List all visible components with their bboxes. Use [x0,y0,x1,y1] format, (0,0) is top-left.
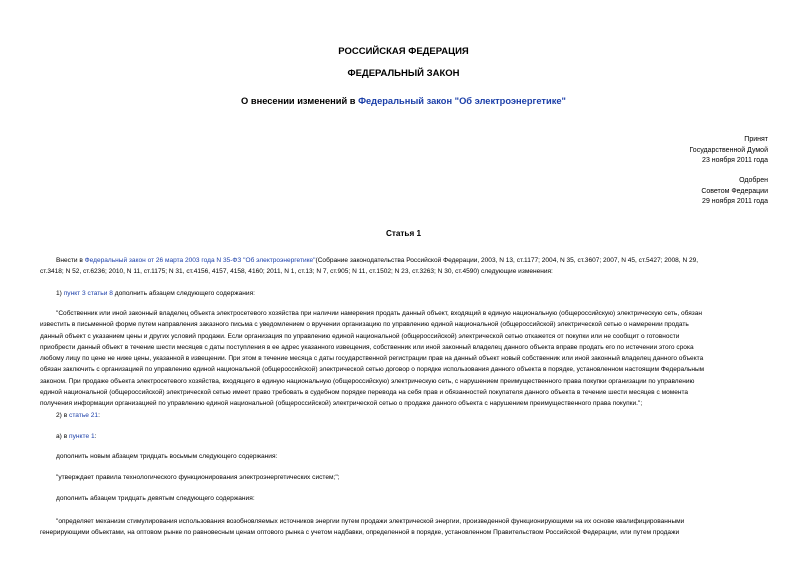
accepted-line: Государственной Думой [689,146,768,154]
law-title [0,96,807,106]
add-paragraph-38: дополнить новым абзацем тридцать восьмым следующего содержания: [56,453,278,460]
quote39-line: "определяет механизм стимулирования использования возобновляемых источников энергии путем продажи электрической энергии, произведенной функционирующими на их основе квалифицированными [56,518,685,525]
approved-line: Одобрен [739,177,768,184]
item-1: 1) пункт 3 статьи 8 дополнить абзацем следующего содержания: [56,290,255,297]
quote1-line: единой национальной (общероссийской) электрической сетью имеет право требовать в судебном порядке перевода на себя прав и обязанностей покупателя данного объекта в течение шести месяцев с момента [40,389,689,397]
item2-link[interactable]: статье 21 [69,412,99,419]
quote1-line: "Собственник или иной законный владелец объекта электросетевого хозяйства при наличии намерения продать данный объект, входящий в единую национальную (общероссийскую) электрическую сеть, обязан [56,310,703,317]
intro-law-link[interactable]: Федеральный закон от 26 марта 2003 года N 35-ФЗ "Об электроэнергетике" [84,257,316,264]
quote1-line: любому лицу по цене не ниже цены, указанной в извещении. При этом в течение месяца с даты государственной регистрации прав на данный объект новый собственник или иной законный владелец данного объекта [40,355,704,363]
quote1-line: получения информации организацией по управлению единой национальной (общероссийской) электрической сетью о продаже данного объекта с нарушением преимущественного права покупки."; [40,400,643,408]
item1-link[interactable]: пункт 3 статьи 8 [63,290,113,297]
quote1-line: обязан заключить с организацией по управлению единой национальной (общероссийской) электрической сетью договор о порядке использования данного объекта в порядке, установленном настоящим Федеральным [40,366,705,374]
article-heading: Статья 1 [385,229,422,238]
quote-1 [40,308,767,410]
add-paragraph-39: дополнить абзацем тридцать девятым следующего содержания: [56,495,255,502]
quote-39 [40,516,767,539]
quote1-line: приобрести данный объект в течение шести месяцев с даты поступления в ее адрес указанного извещения, собственник или иной законный владелец данного объекта вправе продать его по истечении этого срока [40,343,694,351]
approved-block [701,176,768,208]
country-heading: РОССИЙСКАЯ ФЕДЕРАЦИЯ [338,46,469,57]
approved-date: 29 ноября 2011 года [702,198,768,205]
intro-line-2: ст.3418; N 52, ст.6236; 2010, N 11, ст.1175; N 31, ст.4156, 4157, 4158, 4160; 2011, N 1, ст.13; N 7, ст.905; N 11, ст.1502; N 23, ст.3263; N 30, ст.4590) следующие изменения: [40,268,553,276]
quote1-line: законом. При продаже объекта электросетевого хозяйства, входящего в единую национальную (общероссийскую) электрическую сеть, с нарушением преимущественного права покупки организации по управлению [40,377,695,385]
approved-line: Советом Федерации [701,187,768,195]
item2a-link[interactable]: пункте 1 [69,433,95,440]
quote1-line: данный объект с указанием цены и других условий продажи. Если организация по управлению единой национальной (общероссийской) электрической сетью откажется от покупки или не сообщит о готовности [40,332,680,340]
intro-line-1: Внести в Федеральный закон от 26 марта 2003 года N 35-ФЗ "Об электроэнергетике"(Собрание законодательства Российской Федерации, 2003, N 13, ст.1177; 2004, N 35, ст.3607; 2007, N 45, ст.5427; 2008, N 29, [56,257,699,264]
accepted-date: 23 ноября 2011 года [702,157,768,164]
item-2: 2) в статье 21: [56,412,100,419]
document-type-heading: ФЕДЕРАЛЬНЫЙ ЗАКОН [347,68,460,79]
law-title-prefix: О внесении изменений в [241,96,359,106]
intro-paragraph [40,255,767,278]
accepted-line: Принят [744,136,768,143]
law-title-link[interactable]: Федеральный закон "Об электроэнергетике" [358,96,566,106]
item-2a: а) в пункте 1: [56,433,97,440]
quote39-line: генерирующими объектами, на оптовом рынке по равновесным ценам оптового рынка с учетом надбавки, определенной в порядке, установленном Правительством Российской Федерации, или путем продажи [40,529,680,537]
quote-paragraph-38: "утверждает правила технологического функционирования электроэнергетических систем;"; [56,474,340,481]
quote1-line: известить в письменной форме путем направления заказного письма с уведомлением о вручении организацию по управлению единой национальной (общероссийской) электрической сетью о намерении продать [40,321,689,329]
accepted-block [689,135,768,167]
